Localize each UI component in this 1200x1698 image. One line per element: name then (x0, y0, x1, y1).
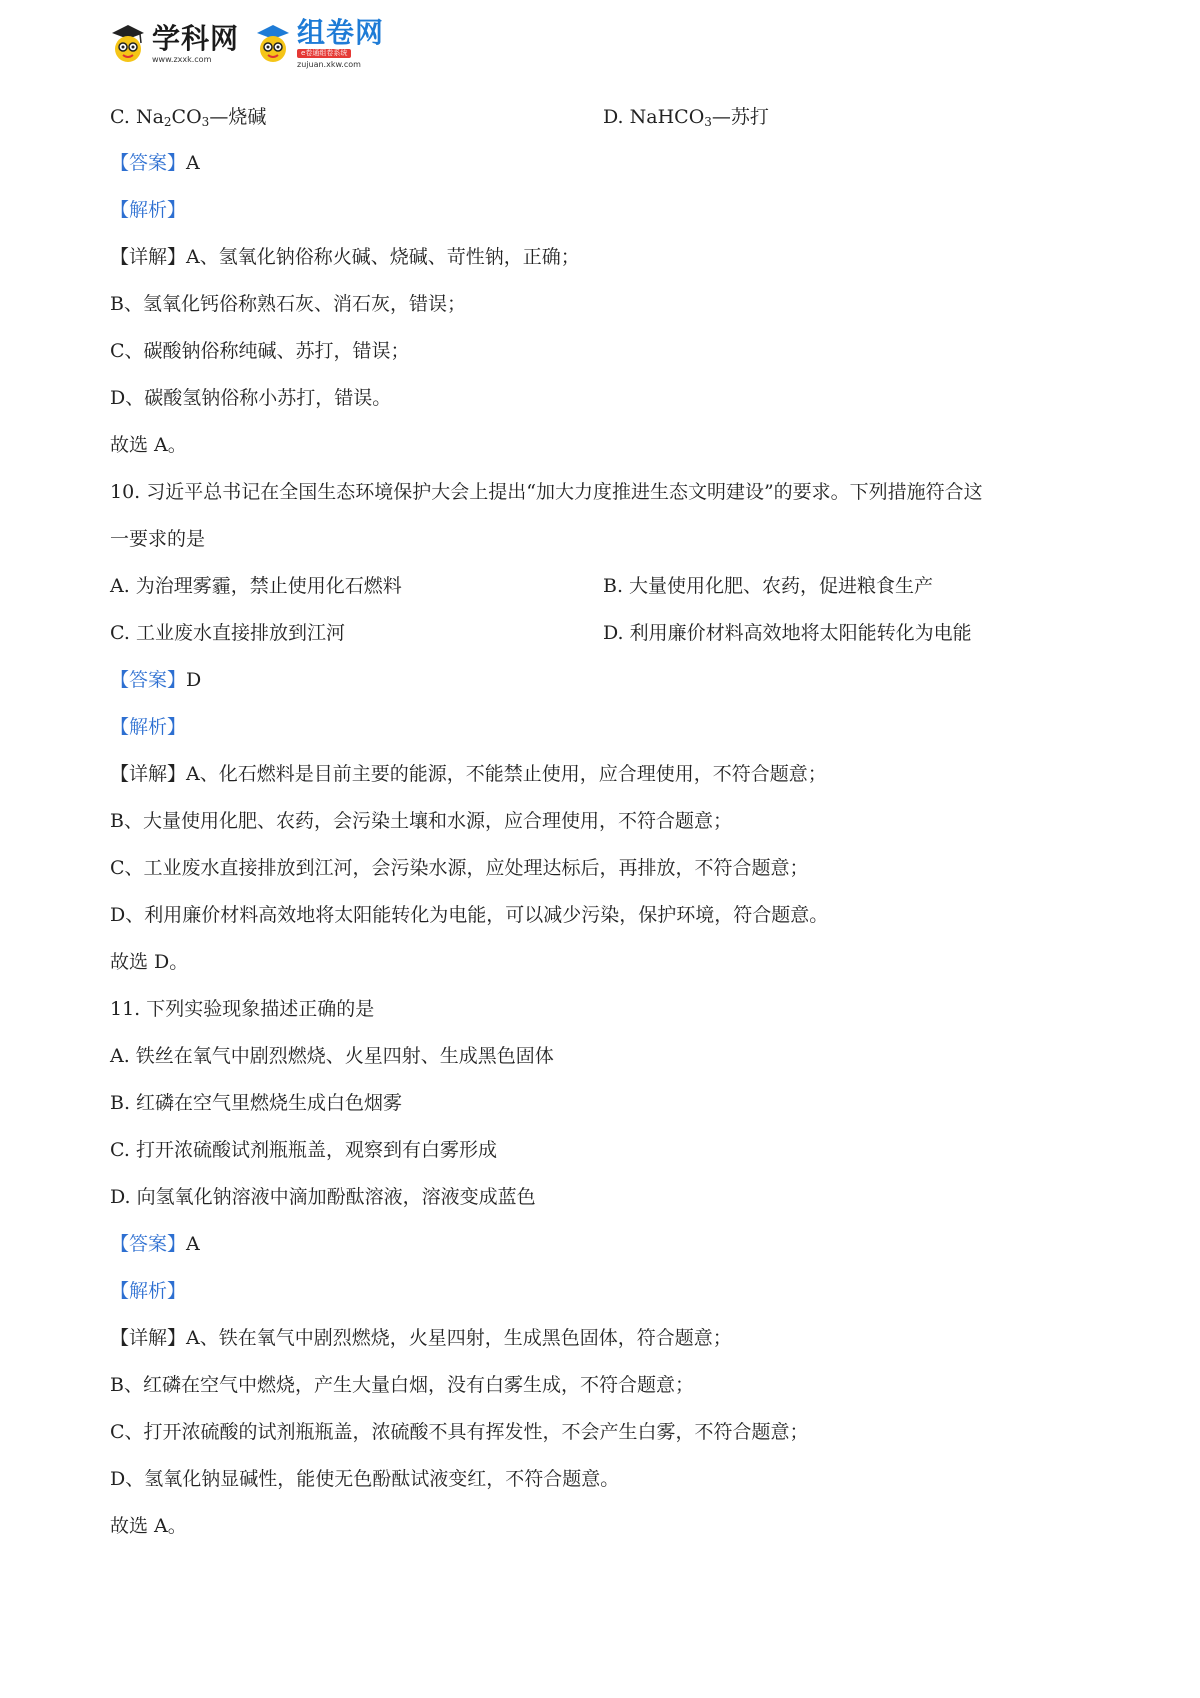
answer-value: D (186, 669, 202, 691)
q9-answer (110, 150, 200, 176)
q10-stem-line2: 一要求的是 (110, 528, 206, 550)
answer-label: 【答案】 (110, 669, 187, 691)
q9-detail-a: 【详解】A、氢氧化钠俗称火碱、烧碱、苛性钠，正确； (110, 246, 580, 268)
q11-detail-b: B、红磷在空气中燃烧，产生大量白烟，没有白雾生成，不符合题意； (110, 1374, 694, 1396)
q10-conclusion: 故选 D。 (110, 951, 189, 973)
q9-option-d: D. NaHCO$_3$—苏打 (603, 106, 769, 129)
logo1-title: 学科网 (152, 21, 240, 55)
q11-option-b: B. 红磷在空气里燃烧生成白色烟雾 (110, 1092, 403, 1114)
q10-detail-a: 【详解】A、化石燃料是目前主要的能源，不能禁止使用，应合理使用，不符合题意； (110, 763, 827, 785)
q10-option-b: B. 大量使用化肥、农药，促进粮食生产 (603, 575, 934, 597)
logo1-url: www.zxxk.com (152, 54, 212, 64)
q9-detail-d: D、碳酸氢钠俗称小苏打，错误。 (110, 387, 392, 409)
q10-detail-d: D、利用廉价材料高效地将太阳能转化为电能，可以减少污染，保护环境，符合题意。 (110, 904, 829, 926)
q10-answer (110, 667, 201, 693)
answer-value: A (186, 1233, 200, 1255)
answer-value: A (186, 152, 200, 174)
q11-answer (110, 1231, 200, 1257)
q9-detail-c: C、碳酸钠俗称纯碱、苏打，错误； (110, 340, 410, 362)
q11-option-d: D. 向氢氧化钠溶液中滴加酚酞溶液，溶液变成蓝色 (110, 1186, 536, 1208)
detail-label: 【详解】 (110, 1327, 187, 1349)
mascot-icon (253, 21, 293, 67)
q10-analysis-label: 【解析】 (110, 716, 187, 738)
xuekewang-logo (108, 21, 239, 67)
q11-detail-d: D、氢氧化钠显碱性，能使无色酚酞试液变红，不符合题意。 (110, 1468, 620, 1490)
q9-option-c: C. $Na_2CO_3—$烧碱 (110, 106, 267, 129)
q9-conclusion: 故选 A。 (110, 434, 187, 456)
mascot-icon (108, 21, 148, 67)
logo2-tag: e卷通组卷系统 (297, 49, 351, 58)
q11-detail-a: 【详解】A、铁在氧气中剧烈燃烧，火星四射，生成黑色固体，符合题意； (110, 1327, 732, 1349)
q11-conclusion: 故选 A。 (110, 1515, 187, 1537)
logo2-url: zujuan.xkw.com (297, 60, 361, 69)
q9-analysis-label: 【解析】 (110, 199, 187, 221)
q10-option-d: D. 利用廉价材料高效地将太阳能转化为电能 (603, 622, 972, 644)
q9-detail-b: B、氢氧化钙俗称熟石灰、消石灰，错误； (110, 293, 466, 315)
answer-label: 【答案】 (110, 1233, 187, 1255)
q10-option-a: A. 为治理雾霾，禁止使用化石燃料 (110, 575, 402, 597)
q11-detail-c: C、打开浓硫酸的试剂瓶瓶盖，浓硫酸不具有挥发性，不会产生白雾，不符合题意； (110, 1421, 809, 1443)
q10-stem-line1: 10. 习近平总书记在全国生态环境保护大会上提出“加大力度推进生态文明建设”的要求。下列措施符合这 (110, 481, 983, 503)
q11-analysis-label: 【解析】 (110, 1280, 187, 1302)
logo2-title: 组卷网 (297, 16, 385, 49)
answer-label: 【答案】 (110, 152, 187, 174)
detail-label: 【详解】 (110, 246, 187, 268)
zujuanwang-logo (253, 16, 385, 69)
q11-option-a: A. 铁丝在氧气中剧烈燃烧、火星四射、生成黑色固体 (110, 1045, 554, 1067)
q11-stem: 11. 下列实验现象描述正确的是 (110, 998, 375, 1020)
q10-option-c: C. 工业废水直接排放到江河 (110, 622, 345, 644)
q10-detail-b: B、大量使用化肥、农药，会污染土壤和水源，应合理使用，不符合题意； (110, 810, 732, 832)
q10-detail-c: C、工业废水直接排放到江河，会污染水源，应处理达标后，再排放，不符合题意； (110, 857, 809, 879)
q11-option-c: C. 打开浓硫酸试剂瓶瓶盖，观察到有白雾形成 (110, 1139, 497, 1161)
detail-label: 【详解】 (110, 763, 187, 785)
page-header (108, 18, 384, 70)
